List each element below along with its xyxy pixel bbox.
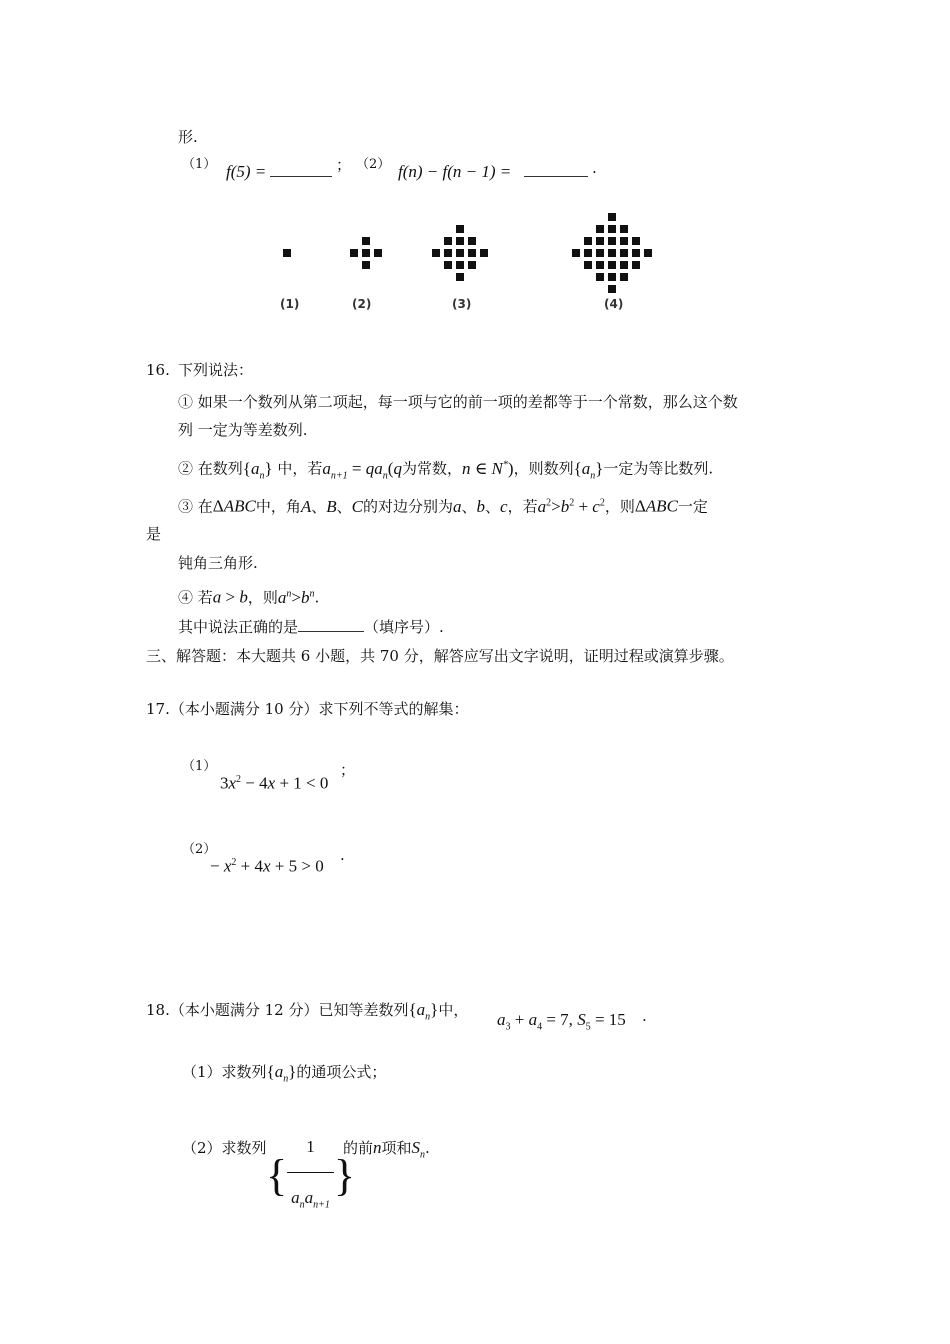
seq-an-q18: $\{a_n\}$ xyxy=(408,1000,439,1023)
reciprocal-sequence: { $\frac{1}{a_na_{n+1}}$ } xyxy=(266,1122,355,1230)
q16-s2-end: 一定为等比数列. xyxy=(603,459,714,478)
seq-an: $\{a_n\}$ xyxy=(242,458,273,482)
q18-p2-mid: 的前 xyxy=(343,1139,374,1157)
q18-p1-end: 的通项公式； xyxy=(296,1063,387,1081)
q16-statement-1b: 列 一定为等差数列. xyxy=(178,421,308,439)
q18-p2-dot: . xyxy=(425,1139,430,1157)
q17-part2-label: （2） xyxy=(182,842,217,857)
section-3-heading: 三、解答题：本大题共 6 小题，共 70 分，解答应写出文字说明，证明过程或演算步骤。 xyxy=(146,647,734,665)
side-inequality: $a^2>b^2 + c^2$ xyxy=(537,496,605,516)
pattern-1 xyxy=(283,249,291,257)
q18-p1-label: （1）求数列 xyxy=(182,1063,267,1081)
q15-separator: ； xyxy=(336,156,352,174)
q17-part2-end: . xyxy=(340,846,345,864)
seq-an-2: $\{a_n\}$ xyxy=(573,458,604,482)
angles: A、B、C xyxy=(300,496,363,516)
q16-s3-mid3: ，若 xyxy=(507,497,538,516)
q16-s3-mid1: 中，角 xyxy=(255,497,301,516)
var-n: n xyxy=(373,1138,382,1157)
an-gt-bn: $a^n>b^n$ xyxy=(277,587,315,607)
q16-s3-end: 一定 xyxy=(677,497,708,516)
q15-part1-blank xyxy=(270,162,332,182)
seq-an-q18-p1: $\{a_n\}$ xyxy=(266,1062,297,1085)
q16-ask-end: （填序号）. xyxy=(364,618,444,636)
q15-part1-expr: f(5) = xyxy=(226,162,267,181)
triangle-abc: ΔABC xyxy=(212,496,256,516)
q18-head-end: . xyxy=(642,1007,647,1025)
n-in-N: n ∈ N*) xyxy=(461,458,514,478)
q15-part1-label: （1） xyxy=(182,157,217,172)
q16-s3-continued: 钝角三角形. xyxy=(178,554,258,572)
q18-part2-label: （2）求数列 xyxy=(182,1139,267,1157)
q16-ask xyxy=(178,617,444,637)
q16-s4-end: . xyxy=(314,588,320,607)
q16-s4-pre: ④ 若 xyxy=(178,588,213,607)
recurrence-expr: $a_{n+1} = qa_n(q$ xyxy=(322,458,402,482)
q16-s3-pre: ③ 在 xyxy=(178,497,213,516)
q16-s2-pre: ② 在数列 xyxy=(178,459,243,478)
figure-label-2: (2) xyxy=(352,297,372,311)
q16-statement-3 xyxy=(178,493,708,518)
q16-s2-set: ，则数列 xyxy=(513,459,574,478)
q17-part1-end: ； xyxy=(340,761,356,779)
q16-title: 下列说法： xyxy=(178,361,254,379)
q17-inequality-1: $3x^2 - 4x + 1 < 0$ xyxy=(220,773,329,793)
q15-end: . xyxy=(592,159,597,177)
q18-part2-text xyxy=(343,1138,430,1165)
answer-blank xyxy=(298,631,364,632)
q16-s3-mid4: ，则 xyxy=(604,497,635,516)
a-gt-b: a > b xyxy=(212,587,248,607)
q17-heading: 17.（本小题满分 10 分）求下列不等式的解集： xyxy=(146,700,469,718)
q17-part1-label: （1） xyxy=(182,759,217,774)
q15-part2-expr: f(n) − f(n − 1) = xyxy=(398,162,512,181)
sides: a、b、c xyxy=(453,496,508,516)
q18-conditions: $a_3 + a_4 = 7$, $S_5 = 15$ xyxy=(497,1010,626,1033)
figure-label-3: (3) xyxy=(452,297,472,311)
sum-Sn: $S_n$ xyxy=(411,1138,426,1161)
figure-label-4: (4) xyxy=(604,297,624,311)
q16-s3-mid2: 的对边分别为 xyxy=(363,497,454,516)
q18-part1 xyxy=(182,1062,386,1089)
q16-statement-1a: ① 如果一个数列从第二项起，每一项与它的前一项的差都等于一个常数，那么这个数 xyxy=(178,393,738,411)
q15-part2-blank xyxy=(524,162,588,182)
q16-number: 16. xyxy=(146,361,170,379)
q18-head-text: 18.（本小题满分 12 分）已知等差数列 xyxy=(146,1001,409,1019)
figure-label-1: (1) xyxy=(280,297,300,311)
q16-ask-text: 其中说法正确的是 xyxy=(178,618,299,636)
q18-head-mid: 中， xyxy=(438,1001,469,1019)
q16-statement-4 xyxy=(178,584,319,608)
q15-part2-label: （2） xyxy=(356,157,391,172)
q16-s2-mid: 中，若 xyxy=(277,459,323,478)
continued-text: 形. xyxy=(178,128,198,146)
pattern-3 xyxy=(432,225,488,281)
q16-s2-post: 为常数， xyxy=(401,459,462,478)
triangle-abc-2: ΔABC xyxy=(634,496,678,516)
q16-statement-2 xyxy=(178,455,713,486)
q16-s4-mid: ，则 xyxy=(247,588,278,607)
q17-inequality-2: − $x^2 + 4x + 5 > 0$ xyxy=(210,856,324,876)
q16-s3-wrap: 是 xyxy=(146,525,162,543)
q18-heading xyxy=(146,1000,468,1027)
q18-p2-end: 项和 xyxy=(381,1139,412,1157)
pattern-2 xyxy=(350,237,382,269)
pattern-4 xyxy=(572,213,652,293)
